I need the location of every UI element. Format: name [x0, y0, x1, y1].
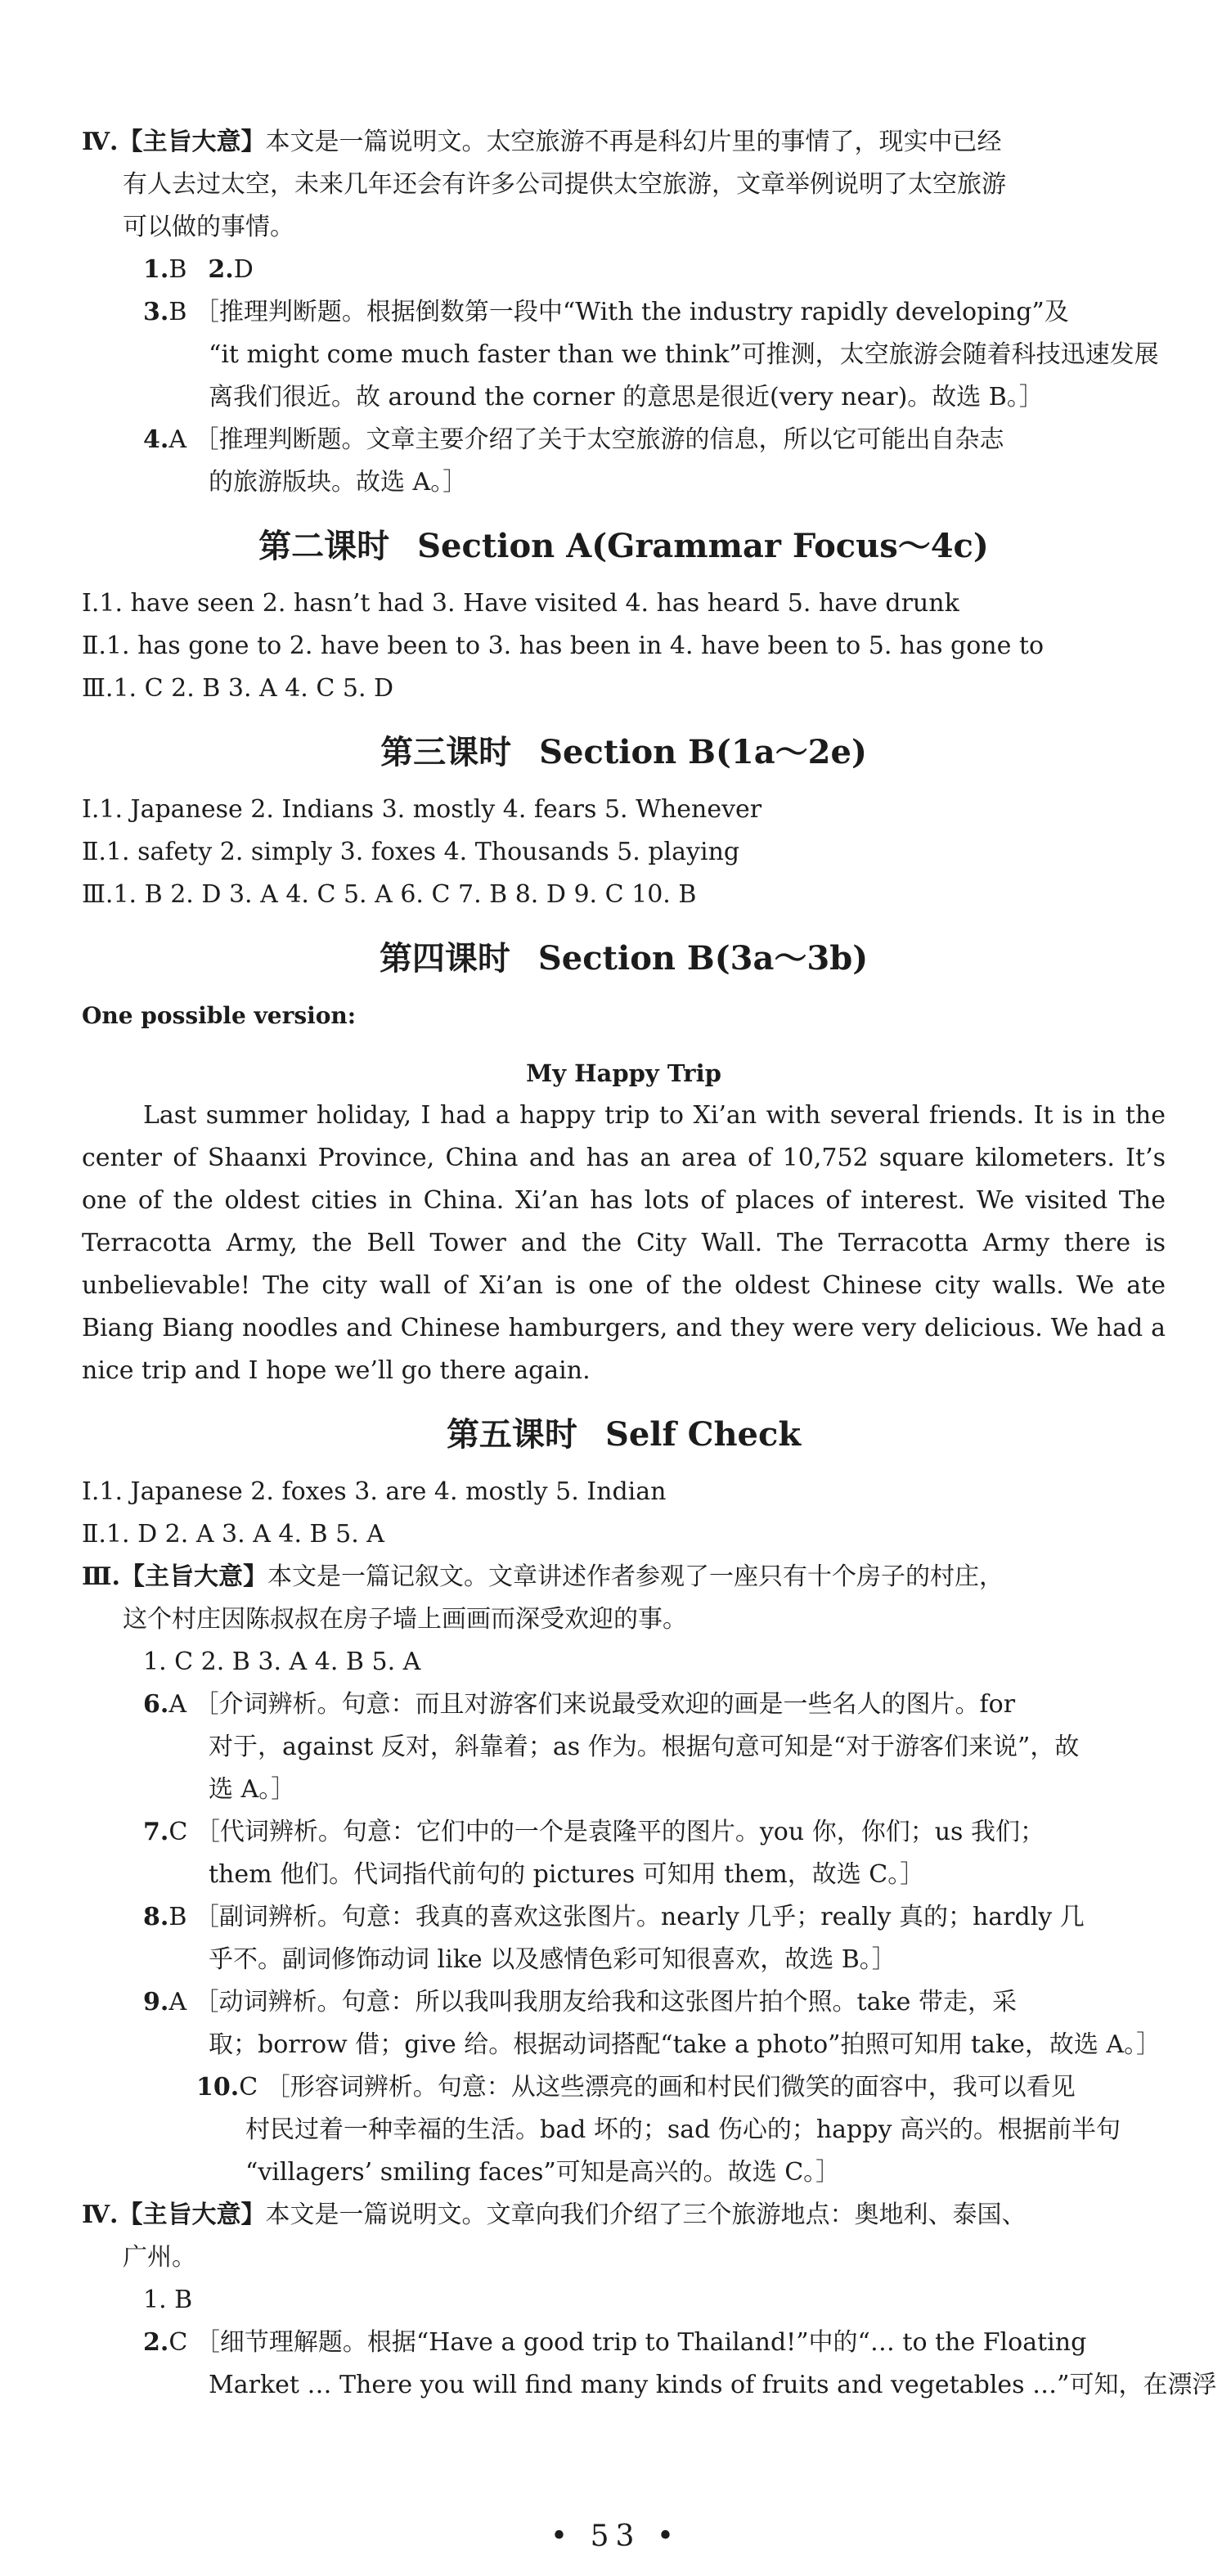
iv-answers-1-2: 1.B 2.D — [143, 255, 254, 284]
iv-summary-line-2: 有人去过太空，未来几年还会有许多公司提供太空旅游，文章举例说明了太空旅游 — [123, 170, 1006, 199]
lesson-5-question-7-line-2: them 他们。代词指代前句的 pictures 可知用 them，故选 C。］ — [209, 1860, 925, 1889]
lesson-5-question-7: 7.C ［代词辨析。句意：它们中的一个是袁隆平的图片。you 你，你们；us 我们； — [143, 1818, 1045, 1846]
possible-version-label: One possible version: — [82, 1002, 357, 1029]
lesson-5-question-10-line-2: 村民过着一种幸福的生活。bad 坏的；sad 伤心的；happy 高兴的。根据前半句 — [245, 2115, 1121, 2144]
lesson-5-question-9: 9.A ［动词辨析。句意：所以我叫我朋友给我和这张图片拍个照。take 带走，采 — [143, 1988, 1017, 2016]
lesson-5-part-1: Ⅰ.1. Japanese 2. foxes 3. are 4. mostly 5. Indian — [82, 1477, 667, 1506]
lesson-5-iv-answer-1: 1. B — [143, 2286, 193, 2314]
lesson-5-question-6-line-3: 选 A。］ — [209, 1775, 296, 1804]
lesson-2-heading: 第二课时 Section A(Grammar Focus～4c) — [258, 527, 989, 565]
iv-question-3-line-3: 离我们很近。故 around the corner 的意思是很近(very near)。故选 B。］ — [209, 383, 1044, 411]
lesson-5-iv-question-2-line-2: Market … There you will find many kinds of fruits and vegetables …”可知，在漂浮 — [209, 2371, 1217, 2399]
iv-question-4: 4.A ［推理判断题。文章主要介绍了关于太空旅游的信息，所以它可能出自杂志 — [143, 425, 1004, 454]
lesson-2-part-3: Ⅲ.1. C 2. B 3. A 4. C 5. D — [82, 674, 394, 703]
iv-summary-line-3: 可以做的事情。 — [123, 213, 294, 241]
lesson-5-iv-summary-1: Ⅳ.【主旨大意】本文是一篇说明文。文章向我们介绍了三个旅游地点：奥地利、泰国、 — [82, 2201, 1027, 2229]
lesson-2-part-1: Ⅰ.1. have seen 2. hasn’t had 3. Have visited 4. has heard 5. have drunk — [82, 589, 959, 618]
lesson-5-iv-question-2: 2.C ［细节理解题。根据“Have a good trip to Thailand!”中的“… to the Floating — [143, 2328, 1087, 2357]
lesson-5-question-9-line-2: 取；borrow 借；give 给。根据动词搭配“take a photo”拍照可知用 take，故选 A。］ — [209, 2030, 1161, 2059]
lesson-5-part-2: Ⅱ.1. D 2. A 3. A 4. B 5. A — [82, 1520, 384, 1549]
lesson-3-part-2: Ⅱ.1. safety 2. simply 3. foxes 4. Thousands 5. playing — [82, 838, 740, 866]
lesson-5-iii-answers-1-5: 1. C 2. B 3. A 4. B 5. A — [143, 1648, 421, 1676]
essay-title: My Happy Trip — [526, 1059, 721, 1087]
lesson-5-question-8: 8.B ［副词辨析。句意：我真的喜欢这张图片。nearly 几乎；really 真的；hardly 几 — [143, 1903, 1085, 1931]
lesson-5-question-10: 10.C ［形容词辨析。句意：从这些漂亮的画和村民们微笑的面容中，我可以看见 — [196, 2073, 1076, 2102]
lesson-5-question-6-line-2: 对于，against 反对，斜靠着；as 作为。根据句意可知是“对于游客们来说”，故 — [209, 1733, 1080, 1761]
page-number: • 53 • — [550, 2520, 681, 2553]
lesson-5-iv-summary-2: 广州。 — [123, 2243, 196, 2272]
iv-question-3-line-2: “it might come much faster than we think”可推测，太空旅游会随着科技迅速发展 — [209, 340, 1159, 369]
lesson-5-question-8-line-2: 乎不。副词修饰动词 like 以及感情色彩可知很喜欢，故选 B。］ — [209, 1945, 896, 1974]
essay-body: Last summer holiday, I had a happy trip to Xi’an with several friends. It is in the center of Shaanxi Province, China and has an area of 10,752 square kilometers. It’s one of the oldest cities in China. Xi’an has lots of places of interest. We visited The Terracotta Army, the Bell Tower and the City Wall. The Terracotta Army there is unbelievable! The city wall of Xi’an is one of the oldest Chinese city walls. We ate Biang Biang noodles and Chinese hamburgers, and they were very delicious. We had a nice trip and I hope we’ll go there again. — [82, 1101, 1166, 1385]
lesson-5-heading: 第五课时 Self Check — [446, 1415, 802, 1454]
iv-summary-line-1: Ⅳ.【主旨大意】本文是一篇说明文。太空旅游不再是科幻片里的事情了，现实中已经 — [82, 128, 1002, 156]
iv-question-4-line-2: 的旅游版块。故选 A。］ — [209, 468, 468, 497]
lesson-5-iii-summary-2: 这个村庄因陈叔叔在房子墙上画画而深受欢迎的事。 — [123, 1605, 687, 1634]
lesson-2-part-2: Ⅱ.1. has gone to 2. have been to 3. has been in 4. have been to 5. has gone to — [82, 632, 1045, 660]
lesson-4-heading: 第四课时 Section B(3a～3b) — [379, 939, 869, 978]
lesson-3-part-3: Ⅲ.1. B 2. D 3. A 4. C 5. A 6. C 7. B 8. D 9. C 10. B — [82, 880, 697, 909]
lesson-3-part-1: Ⅰ.1. Japanese 2. Indians 3. mostly 4. fears 5. Whenever — [82, 795, 762, 824]
lesson-3-heading: 第三课时 Section B(1a～2e) — [380, 733, 867, 771]
lesson-5-iii-summary-1: Ⅲ.【主旨大意】本文是一篇记叙文。文章讲述作者参观了一座只有十个房子的村庄， — [82, 1562, 1004, 1591]
lesson-5-question-6: 6.A ［介词辨析。句意：而且对游客们来说最受欢迎的画是一些名人的图片。for — [143, 1690, 1016, 1719]
iv-question-3: 3.B ［推理判断题。根据倒数第一段中“With the industry rapidly developing”及 — [143, 298, 1069, 326]
lesson-5-question-10-line-3: “villagers’ smiling faces”可知是高兴的。故选 C。］ — [245, 2158, 841, 2187]
